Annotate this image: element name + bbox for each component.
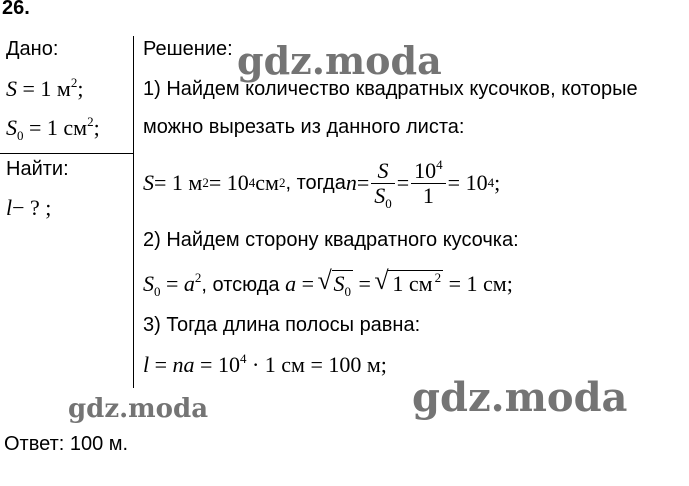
given-area-line: S = 1 $м^2$;	[6, 75, 84, 101]
watermark-top: gdz.moda	[237, 38, 442, 83]
given-divider-vertical	[133, 36, 134, 388]
step3-text: 3) Тогда длина полосы равна:	[143, 314, 421, 336]
find-length-line: l− ? ;	[6, 195, 52, 220]
solution-label: Решение:	[143, 38, 233, 60]
equation-3: l = na = $10^4 \cdot 1$ см = 100 м;	[143, 351, 387, 377]
given-label: Дано:	[6, 38, 59, 60]
fraction-S-over-S0: $\frac{S}{S_0}$	[371, 159, 395, 208]
sqrt-1cm2: √ 1 см $^2$	[376, 271, 443, 297]
step1-text-a: 1) Найдем количество квадратных кусочков, которые	[143, 78, 638, 100]
step2-text: 2) Найдем сторону квадратного кусочка:	[143, 229, 519, 251]
equation-2: $S_0 = a^2$, отсюда a = √ $S_0$ = √ 1 см $^2$ = 1 см;	[143, 271, 513, 298]
step1-text-b: можно вырезать из данного листа:	[143, 116, 465, 138]
equation-1: S = 1 м 2 = 10 4 см 2 , тогда n = $\frac{S}{S_0}$ = $\frac{10^4}{1}$ = 10 4 ;	[143, 156, 501, 211]
watermark-bottom-right: gdz.moda	[412, 374, 628, 421]
find-label: Найти:	[6, 158, 69, 180]
watermark-bottom-left: gdz.moda	[68, 394, 209, 424]
given-piece-area-line: $S_0 = 1$ $см^2$;	[6, 114, 100, 143]
sqrt-S0: √ $S_0$	[320, 271, 354, 297]
problem-number: 26.	[2, 0, 30, 19]
answer-line: Ответ: 100 м.	[4, 433, 129, 455]
fraction-10e4-over-1: $\frac{10^4}{1}$	[411, 159, 446, 208]
given-divider-horizontal	[0, 153, 134, 154]
